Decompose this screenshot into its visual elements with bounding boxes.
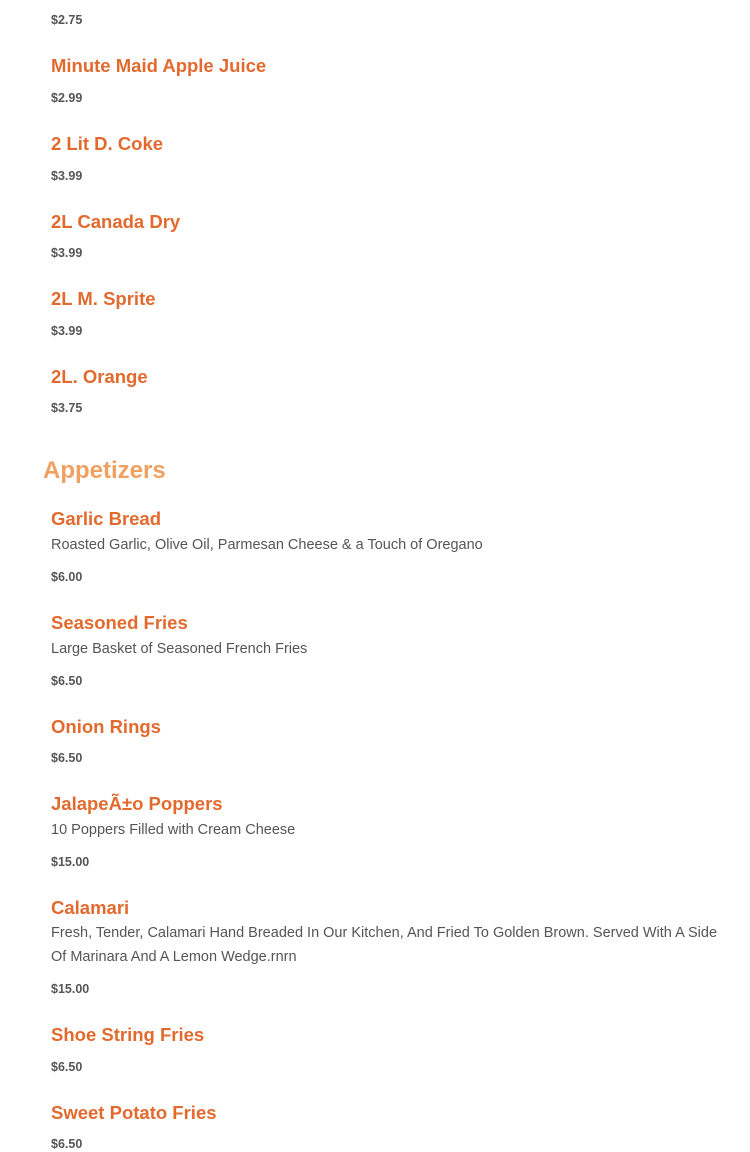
- item-price: $3.99: [51, 324, 83, 338]
- item-name[interactable]: Onion Rings: [51, 716, 161, 737]
- item-price: $6.50: [51, 674, 83, 688]
- item-price: $3.75: [51, 401, 83, 415]
- item-price: $2.99: [51, 91, 83, 105]
- item-price: $2.75: [51, 13, 83, 27]
- item-name[interactable]: Sweet Potato Fries: [51, 1102, 217, 1123]
- item-name[interactable]: 2 Lit D. Coke: [51, 133, 164, 154]
- item-name[interactable]: Seasoned Fries: [51, 612, 188, 633]
- item-price: $15.00: [51, 855, 90, 869]
- item-name[interactable]: JalapeÃ±o Poppers: [51, 793, 223, 814]
- item-name[interactable]: Calamari: [51, 897, 130, 918]
- item-description: Large Basket of Seasoned French Fries: [51, 641, 308, 657]
- section-title-appetizers: Appetizers: [43, 457, 166, 484]
- item-description: Fresh, Tender, Calamari Hand Breaded In Our Kitchen, And Fried To Golden Brown. Served With A Side Of Marinara And A Lemon Wedge.rnrn: [51, 925, 718, 965]
- item-name[interactable]: Minute Maid Apple Juice: [51, 55, 267, 76]
- item-name[interactable]: Garlic Bread: [51, 508, 162, 529]
- item-price: $15.00: [51, 982, 90, 996]
- item-name[interactable]: 2L Canada Dry: [51, 211, 181, 232]
- item-name[interactable]: 2L. Orange: [51, 366, 148, 387]
- item-description: 10 Poppers Filled with Cream Cheese: [51, 822, 296, 838]
- item-name[interactable]: Shoe String Fries: [51, 1024, 205, 1045]
- item-price: $3.99: [51, 246, 83, 260]
- item-price: $3.99: [51, 169, 83, 183]
- item-description: Roasted Garlic, Olive Oil, Parmesan Cheese & a Touch of Oregano: [51, 537, 483, 553]
- item-price: $6.00: [51, 570, 83, 584]
- item-price: $6.50: [51, 751, 83, 765]
- item-name[interactable]: 2L M. Sprite: [51, 288, 156, 309]
- item-price: $6.50: [51, 1060, 83, 1074]
- item-price: $6.50: [51, 1137, 83, 1151]
